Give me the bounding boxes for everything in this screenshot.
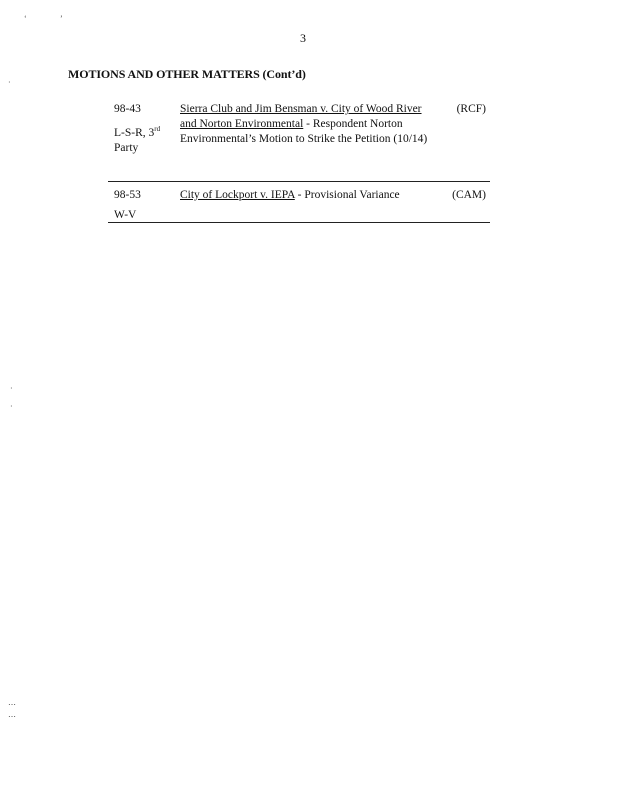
case-title (180, 102, 440, 147)
agenda-entry (108, 188, 490, 222)
scan-speck: ⋯ (8, 712, 16, 721)
case-title-underlined: Sierra Club and Jim Bensman v. City of Wood River and Norton Environmental (180, 103, 422, 130)
case-title-rest: - Provisional Variance (294, 189, 400, 201)
scan-speck: ’ (60, 14, 63, 23)
scan-speck: ⋯ (8, 700, 16, 709)
agenda-entry (108, 102, 490, 164)
section-heading: MOTIONS AND OTHER MATTERS (Cont’d) (68, 67, 306, 81)
docket-number-cell (114, 188, 174, 223)
docket-number: 98-43 (114, 103, 141, 115)
scan-speck: · (10, 402, 13, 411)
scan-speck: · (10, 384, 13, 393)
case-title-underlined: City of Lockport v. IEPA (180, 189, 295, 201)
case-code-text: L-S-R, 3 (114, 126, 155, 139)
case-title (180, 188, 440, 203)
case-code-superscript: rd (154, 125, 161, 133)
docket-number: 98-53 (114, 189, 141, 201)
page-number: 3 (300, 31, 306, 45)
case-code (114, 208, 174, 223)
initials: (CAM) (452, 189, 486, 201)
scan-speck: ‘ (24, 14, 27, 23)
case-code-text: W-V (114, 209, 137, 221)
initials: (RCF) (456, 103, 486, 115)
divider-rule (108, 181, 490, 182)
case-code-party: Party (114, 141, 139, 154)
case-title-rest: - Respondent Norton Environmental’s Motion to Strike the Petition (10/14) (180, 118, 428, 145)
divider-rule (108, 222, 490, 223)
case-code (114, 122, 174, 156)
docket-number-cell (114, 102, 174, 156)
scan-speck: · (8, 78, 11, 87)
